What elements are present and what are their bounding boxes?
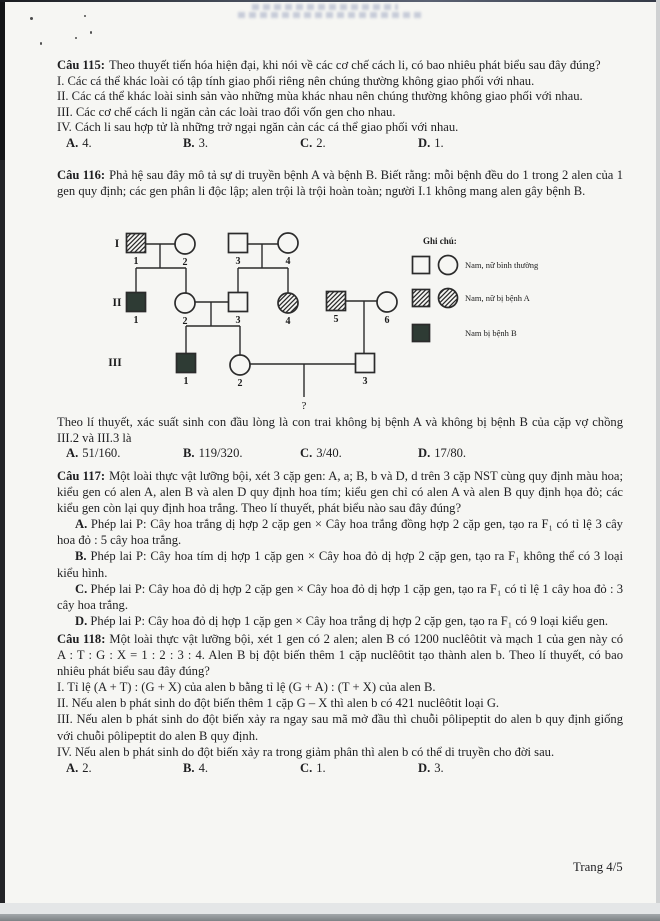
question-stem	[57, 58, 623, 74]
answer-choice-c	[300, 136, 418, 152]
question-116	[57, 168, 623, 199]
pedigree-member-III-3	[356, 354, 375, 373]
scan-top-border	[0, 0, 660, 2]
legend-symbol-square-disease-A-icon	[413, 290, 430, 307]
answer-choice-a	[66, 446, 183, 462]
pedigree-diagram	[0, 228, 660, 416]
legend-title: Ghi chú:	[423, 236, 457, 246]
pedigree-member-number: 1	[183, 376, 189, 387]
pedigree-member-I-3	[229, 234, 248, 253]
answer-text: 2.	[82, 760, 92, 775]
answer-text: 1.	[316, 760, 326, 775]
answer-choice-a	[66, 136, 183, 152]
answer-choice-c	[300, 446, 418, 462]
question-118	[57, 631, 623, 776]
answer-choice-d	[418, 446, 623, 462]
question-number: Câu 115:	[57, 58, 105, 72]
option-text: Phép lai P: Cây hoa tím dị hợp 1 cặp gen × Cây hoa đỏ dị hợp 2 cặp gen, tạo ra F₁ không thể có 3 loại kiểu hình.	[57, 549, 623, 580]
pedigree-member-number: 5	[333, 314, 339, 325]
question-stem-text: Một loài thực vật lưỡng bội, xét 3 cặp gen: A, a; B, b và D, d trên 3 cặp NST cùng quy định màu hoa; kiểu gen có alen A, alen B và alen D quy định hoa tím; kiểu gen chỉ có alen A và alen B quy định họa đỏ; các kiểu gen còn lại quy định hoa trắng. Theo lí thuyết, phát biểu nào sau đây đúng?	[57, 469, 623, 516]
question-number: Câu 118:	[57, 632, 106, 646]
pedigree-member-II-3	[229, 293, 248, 312]
scan-right-border	[656, 0, 660, 921]
answer-letter: B.	[183, 446, 195, 461]
scan-left-border	[0, 0, 5, 921]
question-stem-text: Theo thuyết tiến hóa hiện đại, khi nói về các cơ chế cách li, có bao nhiêu phát biểu sau đây đúng?	[108, 58, 601, 72]
generation-label: III	[108, 357, 122, 369]
answer-row	[57, 760, 623, 776]
statement-4: IV. Nếu alen b phát sinh do đột biến xảy ra trong giảm phân thì alen b có thể di truyền cho đời sau.	[57, 744, 555, 759]
statement-2: II. Các cá thể khác loài sinh sản vào những mùa khác nhau nên chúng thường không giao phối với nhau.	[57, 89, 583, 104]
answer-text: 1.	[434, 135, 444, 150]
legend-symbol-square-normal-icon	[413, 257, 430, 274]
option-text: Phép lai P: Cây hoa đỏ dị hợp 1 cặp gen × Cây hoa trắng dị hợp 2 cặp gen, tạo ra F₁ có 9 loại kiểu gen.	[90, 613, 609, 628]
pedigree-member-III-1	[177, 354, 196, 373]
pedigree-member-number: 2	[182, 316, 188, 327]
statement-4: IV. Cách li sau hợp tử là những trở ngại ngăn cản các cá thể giao phối với nhau.	[57, 120, 459, 135]
question-115	[57, 58, 623, 152]
answer-choice-b	[183, 446, 300, 462]
legend-row-label: Nam bị bệnh B	[465, 328, 517, 338]
pedigree-member-II-1	[127, 293, 146, 312]
answer-choice-d	[418, 136, 623, 152]
pedigree-member-III-2	[230, 355, 250, 375]
answer-letter: C.	[300, 135, 313, 150]
answer-text: 119/320.	[198, 446, 243, 461]
pedigree-member-number: 2	[237, 378, 243, 389]
answer-row	[57, 446, 623, 462]
question-117	[57, 468, 623, 629]
pedigree-member-II-4	[278, 293, 298, 313]
answer-choice-b	[183, 760, 300, 776]
answer-letter: C.	[300, 446, 313, 461]
answer-choice-b	[183, 136, 300, 152]
legend-row-label: Nam, nữ bình thường	[465, 260, 539, 270]
answer-text: 3.	[434, 760, 444, 775]
unknown-child-mark: ?	[301, 400, 307, 412]
pedigree-member-number: 3	[235, 315, 241, 326]
question-stem-text: Phả hệ sau đây mô tả sự di truyền bệnh A và bệnh B. Biết rằng: mỗi bệnh đều do 1 trong 2 alen của 1 gen quy định; các gen phân li độc lập; alen trội là trội hoàn toàn; người I.1 không mang alen gây bệnh B.	[57, 168, 624, 198]
pedigree-member-I-4	[278, 233, 298, 253]
answer-letter: B.	[183, 135, 195, 150]
answer-row	[57, 136, 623, 152]
answer-letter: A.	[66, 135, 79, 150]
option-letter: C.	[75, 581, 88, 596]
option-letter: D.	[75, 613, 88, 628]
answer-text: 4.	[198, 760, 209, 775]
answer-choice-d	[418, 760, 623, 776]
bleed-through-text	[238, 12, 424, 18]
scan-bottom-band-light	[0, 903, 660, 914]
option-c	[57, 581, 623, 613]
legend-symbol-circle-disease-A-icon	[439, 289, 458, 308]
statement-3: III. Các cơ chế cách li ngăn cản các loài trao đổi vốn gen cho nhau.	[57, 104, 396, 119]
option-letter: A.	[75, 517, 88, 532]
ink-speck	[90, 31, 92, 34]
answer-choice-c	[300, 760, 418, 776]
ink-speck	[40, 42, 42, 45]
option-d	[57, 613, 623, 629]
pedigree-member-number: 4	[285, 256, 291, 267]
question-number: Câu 117:	[57, 469, 106, 483]
pedigree-member-I-2	[175, 234, 195, 254]
question-number: Câu 116:	[57, 168, 106, 182]
answer-letter: D.	[418, 446, 431, 461]
pedigree-member-number: 2	[182, 257, 188, 268]
statement-1: I. Các cá thể khác loài có tập tính giao phối riêng nên chúng thường không giao phối với nhau.	[57, 73, 535, 88]
question-stem	[57, 168, 623, 199]
pedigree-member-number: 6	[384, 315, 390, 326]
legend-symbol-circle-normal-icon	[439, 256, 458, 275]
option-text: Phép lai P: Cây hoa trắng dị hợp 2 cặp gen × Cây hoa trắng đồng hợp 2 cặp gen, tạo ra F₁ có tỉ lệ 3 cây hoa đỏ : 5 cây hoa trắng.	[57, 517, 623, 548]
answer-text: 3/40.	[316, 446, 342, 461]
pedigree-member-II-5	[327, 292, 346, 311]
answer-letter: B.	[183, 760, 195, 775]
generation-label: II	[112, 297, 122, 309]
answer-letter: D.	[418, 135, 431, 150]
answer-letter: A.	[66, 760, 79, 775]
answer-letter: D.	[418, 760, 431, 775]
answer-letter: A.	[66, 446, 79, 461]
question-stem-text: Một loài thực vật lưỡng bội, xét 1 gen có 2 alen; alen B có 1200 nuclêôtit và mạch 1 của gen này có A : T : G : X = 1 : 2 : 3 : 4. Alen B bị đột biến thêm 1 cặp nuclêôtit tạo thành alen b. Theo lí thuyết, có bao nhiêu phát biểu sau đây đúng?	[57, 632, 623, 679]
page-number: Trang 4/5	[573, 860, 623, 874]
question-stem	[57, 468, 623, 516]
pedigree-member-number: 1	[133, 256, 139, 267]
scan-bottom-band-dark	[0, 914, 660, 921]
pedigree-member-I-1	[127, 234, 146, 253]
answer-text: 4.	[82, 135, 92, 150]
option-b	[57, 548, 623, 580]
pedigree-member-number: 3	[235, 256, 241, 267]
pedigree-member-II-6	[377, 292, 397, 312]
pedigree-member-II-2	[175, 293, 195, 313]
legend-row-label: Nam, nữ bị bệnh A	[465, 293, 530, 303]
pedigree-member-number: 4	[285, 316, 291, 327]
answer-text: 51/160.	[82, 446, 121, 461]
pedigree-member-number: 3	[362, 376, 368, 387]
answer-text: 3.	[198, 135, 209, 150]
question-after-figure: Theo lí thuyết, xác suất sinh con đầu lòng là con trai không bị bệnh A và không bị bệnh B của cặp vợ chồng III.2 và III.3 là	[57, 415, 623, 445]
option-a	[57, 516, 623, 548]
option-letter: B.	[75, 549, 87, 564]
ink-speck	[30, 17, 33, 20]
ink-speck	[75, 37, 77, 39]
pedigree-member-number: 1	[133, 315, 139, 326]
question-116-prompt	[57, 415, 623, 462]
answer-text: 17/80.	[434, 446, 467, 461]
statement-1: I. Tỉ lệ (A + T) : (G + X) của alen b bằng tỉ lệ (G + A) : (T + X) của alen B.	[57, 680, 436, 695]
answer-letter: C.	[300, 760, 313, 775]
legend-symbol-square-disease-B-icon	[413, 325, 430, 342]
answer-choice-a	[66, 760, 183, 776]
option-text: Phép lai P: Cây hoa đỏ dị hợp 2 cặp gen × Cây hoa đỏ dị hợp 1 cặp gen, tạo ra F₁ có tỉ lệ 1 cây hoa đỏ : 3 cây hoa trắng.	[57, 581, 623, 612]
statement-3: III. Nếu alen b phát sinh do đột biến xảy ra ngay sau mã mở đầu thì chuỗi pôlipeptit do alen b quy định giống với chuỗi pôlipeptit do alen B quy định.	[57, 712, 623, 743]
answer-text: 2.	[316, 135, 326, 150]
question-stem	[57, 631, 623, 679]
bleed-through-text	[252, 4, 398, 10]
statement-2: II. Nếu alen b phát sinh do đột biến thêm 1 cặp G – X thì alen b có 421 nuclêôtit loại G.	[57, 696, 500, 711]
ink-speck	[84, 15, 86, 17]
generation-label: I	[114, 238, 120, 250]
